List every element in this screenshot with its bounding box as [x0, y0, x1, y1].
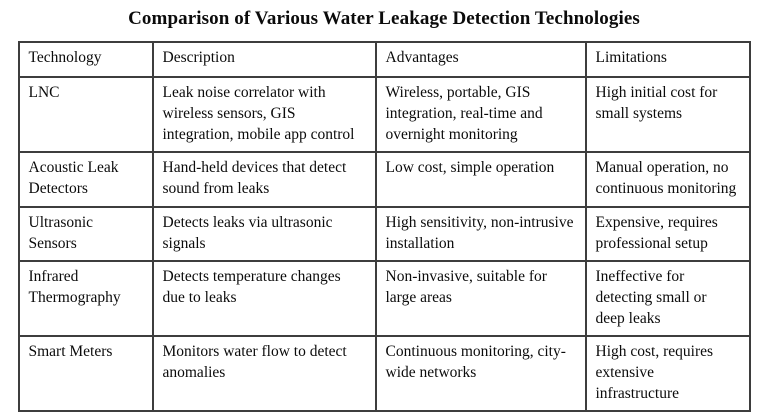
- cell-description: Monitors water flow to detect anomalies: [153, 336, 376, 411]
- cell-limitations: High cost, requires extensive infrastructure: [586, 336, 750, 411]
- table-row: [19, 261, 750, 336]
- comparison-table: [18, 41, 751, 412]
- column-header-technology: Technology: [19, 42, 153, 77]
- cell-advantages: Low cost, simple operation: [376, 152, 586, 207]
- column-header-limitations: Limitations: [586, 42, 750, 77]
- cell-technology: Infrared Thermography: [19, 261, 153, 336]
- cell-description: Detects leaks via ultrasonic signals: [153, 207, 376, 261]
- table-row: [19, 336, 750, 411]
- table-header-row: [19, 42, 750, 77]
- cell-advantages: Wireless, portable, GIS integration, real-time and overnight monitoring: [376, 77, 586, 152]
- cell-technology: Smart Meters: [19, 336, 153, 411]
- column-header-description: Description: [153, 42, 376, 77]
- cell-description: Leak noise correlator with wireless sensors, GIS integration, mobile app control: [153, 77, 376, 152]
- cell-description: Detects temperature changes due to leaks: [153, 261, 376, 336]
- cell-technology: Acoustic Leak Detectors: [19, 152, 153, 207]
- table-row: [19, 152, 750, 207]
- cell-advantages: High sensitivity, non-intrusive installation: [376, 207, 586, 261]
- cell-description: Hand-held devices that detect sound from leaks: [153, 152, 376, 207]
- cell-technology: Ultrasonic Sensors: [19, 207, 153, 261]
- cell-advantages: Continuous monitoring, city-wide networks: [376, 336, 586, 411]
- cell-advantages: Non-invasive, suitable for large areas: [376, 261, 586, 336]
- cell-limitations: Ineffective for detecting small or deep leaks: [586, 261, 750, 336]
- column-header-advantages: Advantages: [376, 42, 586, 77]
- cell-limitations: High initial cost for small systems: [586, 77, 750, 152]
- cell-limitations: Expensive, requires professional setup: [586, 207, 750, 261]
- cell-technology: LNC: [19, 77, 153, 152]
- page-title: Comparison of Various Water Leakage Detection Technologies: [128, 8, 640, 29]
- cell-limitations: Manual operation, no continuous monitoring: [586, 152, 750, 207]
- table-row: [19, 77, 750, 152]
- table-row: [19, 207, 750, 261]
